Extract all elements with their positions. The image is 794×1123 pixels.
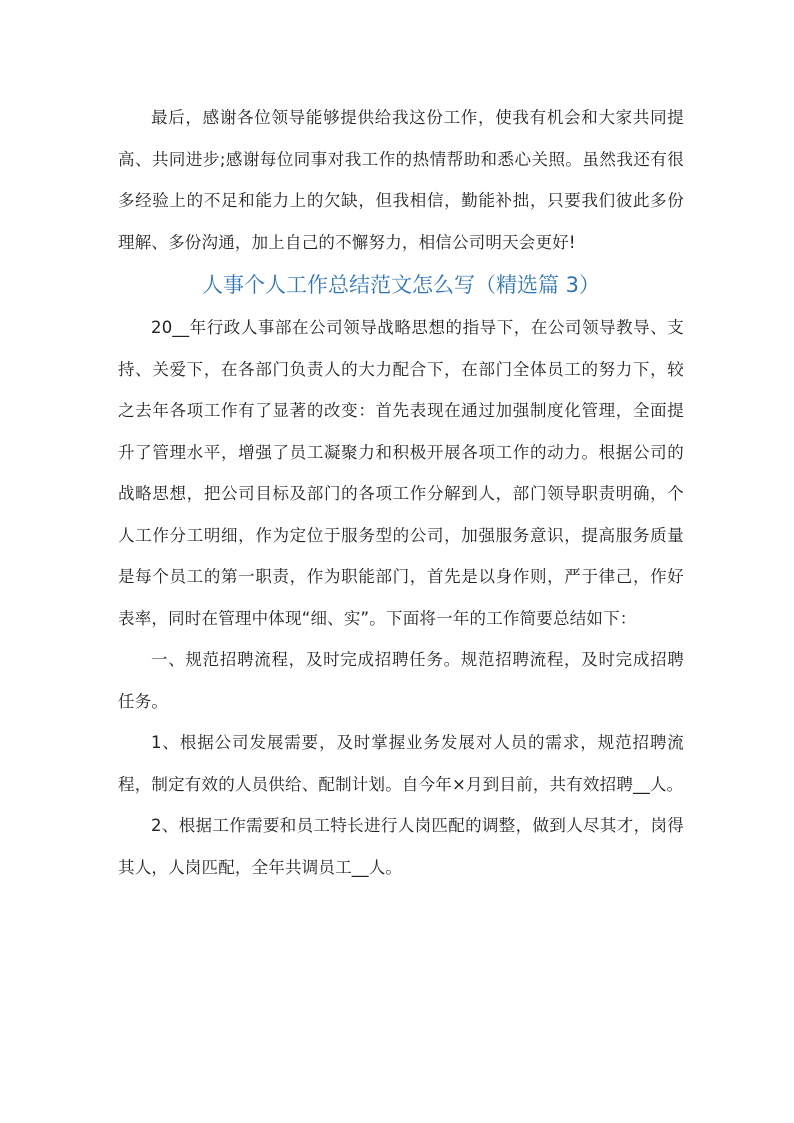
document-page bbox=[118, 97, 684, 888]
body-paragraph-2: 一、规范招聘流程，及时完成招聘任务。规范招聘流程，及时完成招聘任务。 bbox=[118, 650, 684, 711]
section-title: 人事个人工作总结范文怎么写（精选篇 3） bbox=[201, 273, 601, 297]
intro-paragraph: 最后，感谢各位领导能够提供给我这份工作，使我有机会和大家共同提高、共同进步;感谢每位同事对我工作的热情帮助和悉心关照。虽然我还有很多经验上的不足和能力上的欠缺，但我相信，勤能补拙，只要我们彼此多份理解、多份沟通，加上自己的不懈努力，相信公司明天会更好! bbox=[118, 108, 684, 252]
body-paragraph-1: 20__年行政人事部在公司领导战略思想的指导下，在公司领导教导、支持、关爱下，在各部门负责人的大力配合下，在部门全体员工的努力下，较之去年各项工作有了显著的改变：首先表现在通过加强制度化管理，全面提升了管理水平，增强了员工凝聚力和积极开展各项工作的动力。根据公司的战略思想，把公司目标及部门的各项工作分解到人，部门领导职责明确，个人工作分工明细，作为定位于服务型的公司，加强服务意识，提高服务质量是每个员工的第一职责，作为职能部门，首先是以身作则，严于律己，作好表率，同时在管理中体现“细、实”。下面将一年的工作简要总结如下： bbox=[118, 318, 684, 628]
body-paragraph-4: 2、根据工作需要和员工特长进行人岗匹配的调整，做到人尽其才，岗得其人，人岗匹配，全年共调员工__人。 bbox=[118, 816, 684, 877]
body-paragraph-3: 1、根据公司发展需要，及时掌握业务发展对人员的需求，规范招聘流程，制定有效的人员供给、配制计划。自今年×月到目前，共有效招聘__人。 bbox=[118, 733, 684, 794]
